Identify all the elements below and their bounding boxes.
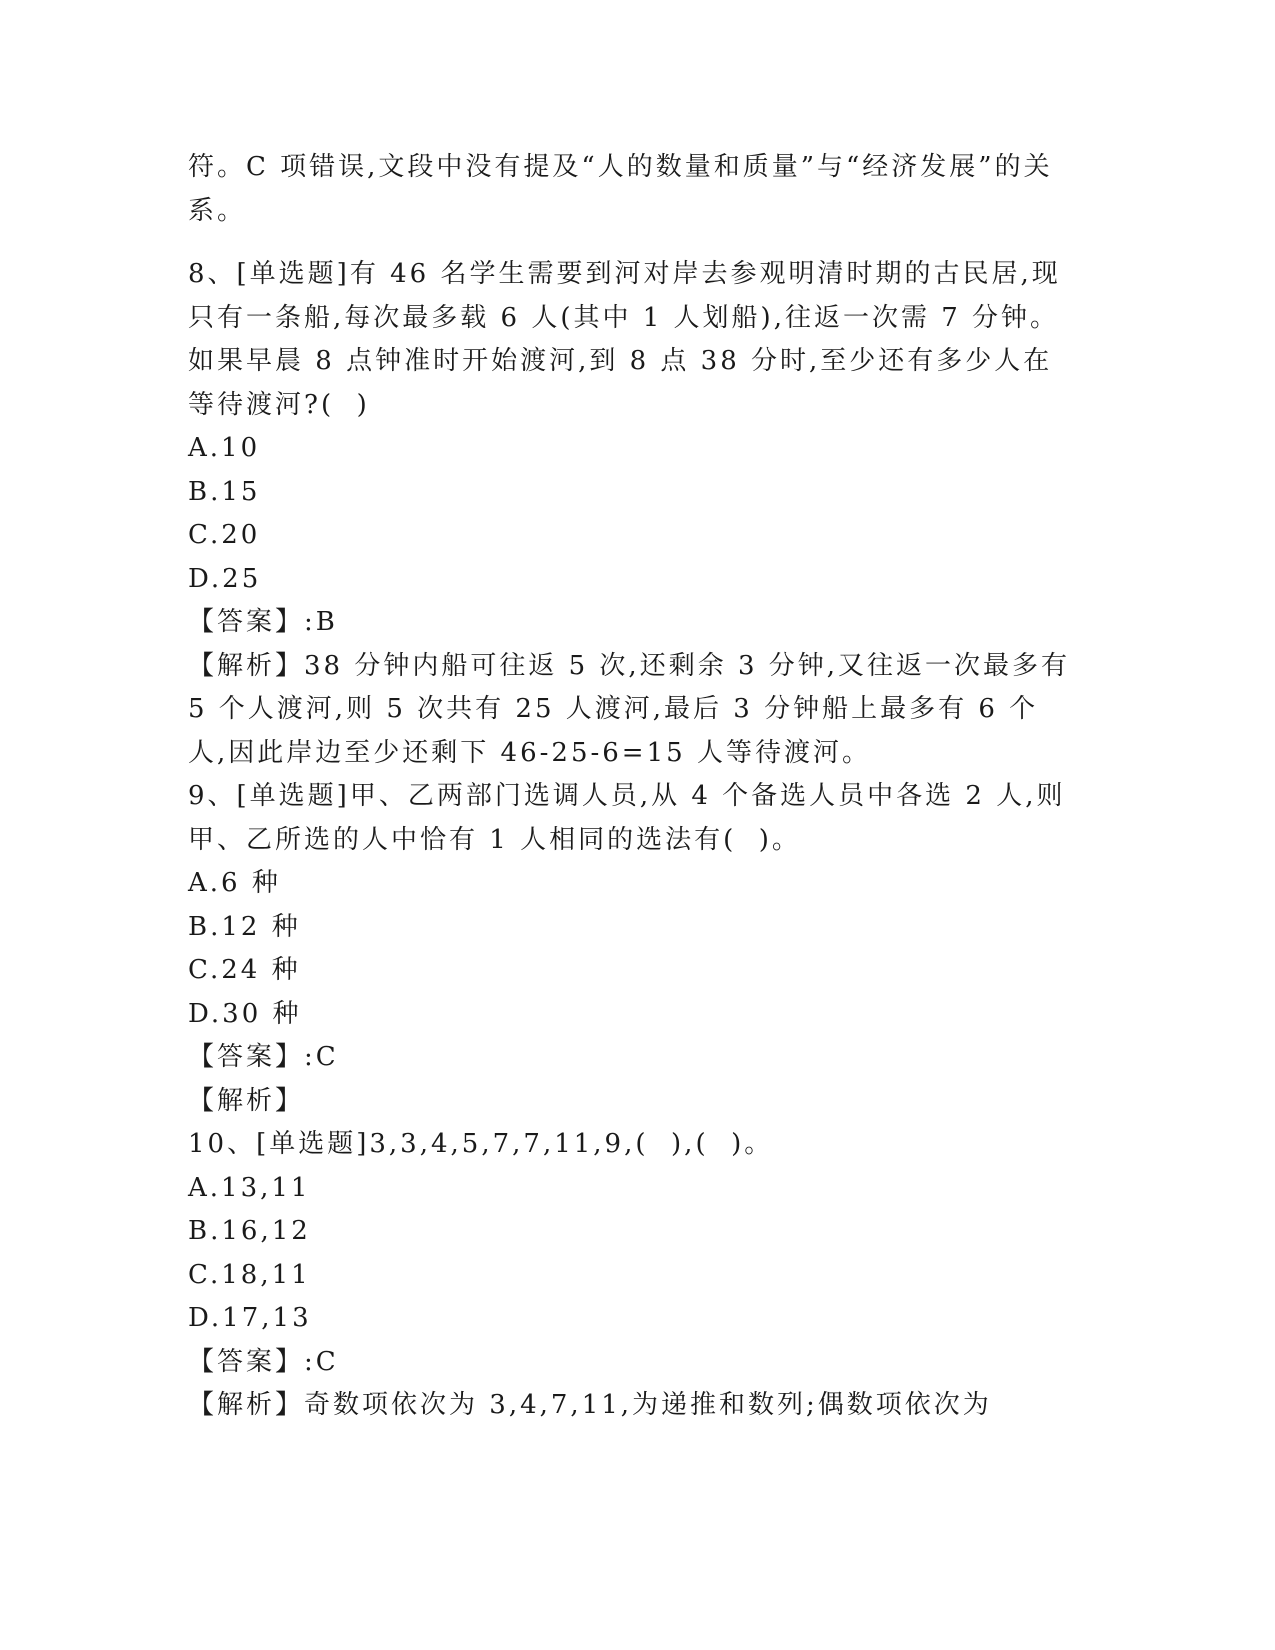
analysis-label: 【解析】 xyxy=(188,650,305,681)
answer-value: B xyxy=(315,607,338,637)
question-stem: 10、[单选题]3,3,4,5,7,7,11,9,( ),( )。 xyxy=(188,1129,774,1159)
option-d: D.30 种 xyxy=(188,998,302,1029)
continuation-paragraph: 符。C 项错误,文段中没有提及“人的数量和质量”与“经济发展”的关系。 xyxy=(188,152,1053,226)
option-b: B.12 种 xyxy=(188,911,301,942)
answer-line xyxy=(188,601,1073,645)
question-10 xyxy=(188,1123,1073,1428)
option-c: C.18,11 xyxy=(188,1259,311,1290)
analysis-line xyxy=(188,1080,1073,1124)
option-a: A.10 xyxy=(188,433,261,463)
document-body xyxy=(188,146,1082,1428)
answer-separator: : xyxy=(304,1346,316,1377)
answer-label: 【答案】 xyxy=(188,607,305,637)
question-stem: 8、[单选题]有 46 名学生需要到河对岸去参观明清时期的古民居,现只有一条船,每次最多载 6 人(其中 1 人划船),往返一次需 7 分钟。如果早晨 8 点钟准时开始渡河,到 8 点 38 分时,至少还有多少人在等待渡河?( ) xyxy=(188,259,1061,420)
option-b: B.16,12 xyxy=(188,1216,311,1246)
analysis-label: 【解析】 xyxy=(188,1085,305,1116)
answer-line xyxy=(188,1341,1073,1385)
option-d: D.25 xyxy=(188,563,262,594)
analysis-label: 【解析】 xyxy=(188,1390,305,1420)
answer-separator: : xyxy=(304,1042,316,1072)
question-8 xyxy=(188,253,1082,775)
question-9 xyxy=(188,775,1073,1123)
option-b: B.15 xyxy=(188,476,261,507)
analysis-line xyxy=(188,645,1082,776)
answer-label: 【答案】 xyxy=(188,1346,305,1377)
answer-label: 【答案】 xyxy=(188,1042,305,1072)
option-d: D.17,13 xyxy=(188,1303,312,1333)
option-a: A.13,11 xyxy=(188,1172,311,1203)
answer-separator: : xyxy=(304,607,316,637)
analysis-text: 38 分钟内船可往返 5 次,还剩余 3 分钟,又往返一次最多有 5 个人渡河,则 5 次共有 25 人渡河,最后 3 分钟船上最多有 6 个人,因此岸边至少还剩下 46-25-6=15 人等待渡河。 xyxy=(188,650,1082,768)
answer-value: C xyxy=(315,1042,339,1072)
answer-value: C xyxy=(315,1346,339,1377)
option-c: C.20 xyxy=(188,520,261,550)
option-c: C.24 种 xyxy=(188,955,301,985)
analysis-text: 奇数项依次为 3,4,7,11,为递推和数列;偶数项依次为 xyxy=(304,1390,992,1420)
option-a: A.6 种 xyxy=(188,868,281,898)
answer-line xyxy=(188,1036,1073,1080)
question-stem: 9、[单选题]甲、乙两部门选调人员,从 4 个备选人员中各选 2 人,则甲、乙所选的人中恰有 1 人相同的选法有( )。 xyxy=(188,781,1066,855)
analysis-line xyxy=(188,1384,1073,1428)
